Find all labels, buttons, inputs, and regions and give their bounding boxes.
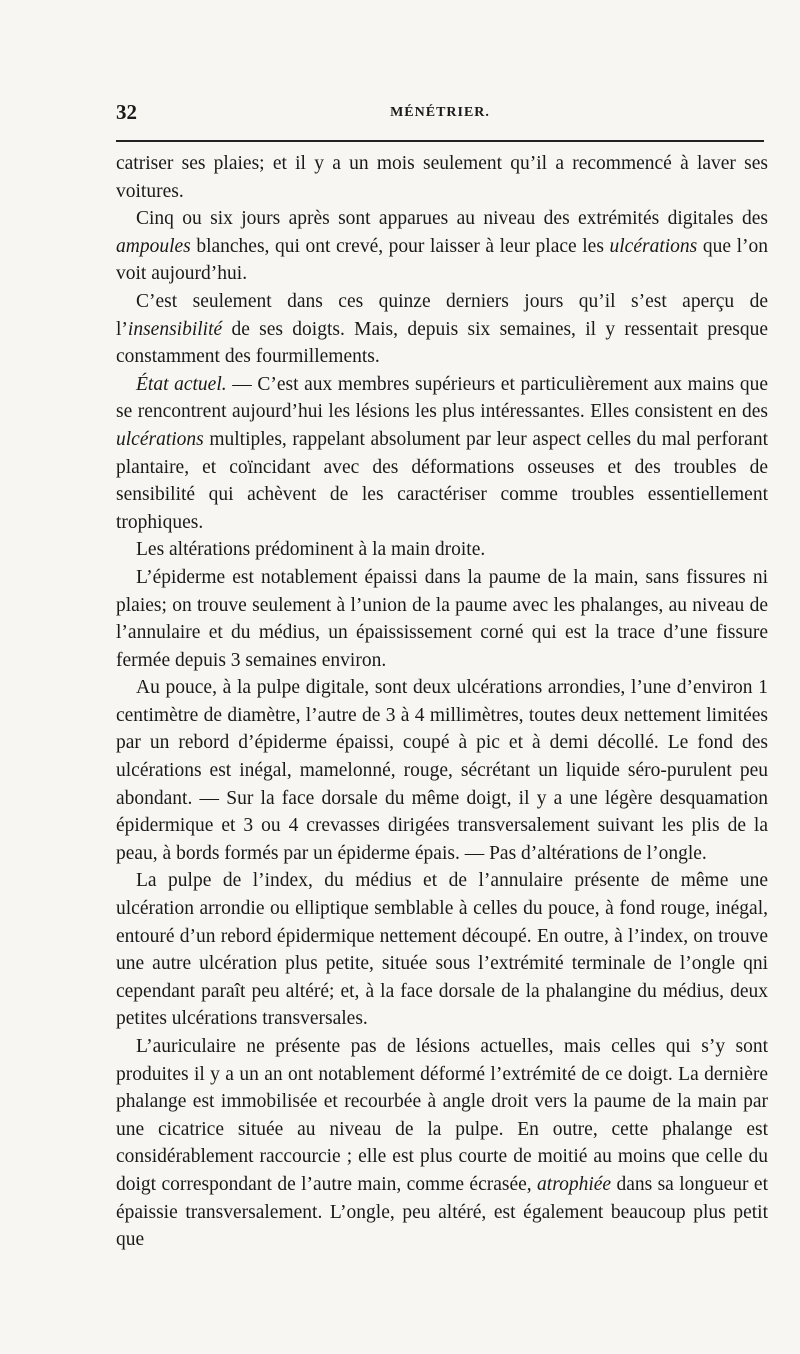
page-number: 32	[116, 100, 137, 124]
text-segment: Cinq ou six jours après sont apparues au niveau des extrémités digitales des	[136, 208, 768, 230]
text-segment: C’est seulement dans ces quinze derniers jours qu’il s’est aperçu de l’	[116, 290, 768, 340]
paragraph	[116, 867, 768, 1033]
body-text	[116, 150, 768, 1254]
italic-text: ampoules	[116, 235, 191, 257]
paragraph	[116, 288, 768, 371]
text-segment: La pulpe de l’index, du médius et de l’annulaire présente de même une ulcération arrondie ou elliptique semblable à celles du pouce, à fond rouge, inégal, entouré d’un rebord épidermique nettement découpé. En outre, à l’index, on trouve une autre ulcération plus petite, située sous l’extrémité terminale de l’ongle qni cependant paraît peu altéré; et, à la face dorsale de la phalangine du médius, deux petites ulcérations transversales.	[116, 870, 768, 1030]
paragraph	[116, 536, 768, 564]
text-segment: de ses doigts. Mais, depuis six semaines, il y ressentait presque constamment des fourmillements.	[116, 318, 768, 368]
text-segment: dans sa longueur et épaissie transversalement. L’ongle, peu altéré, est également beaucoup plus petit que	[116, 1173, 768, 1251]
text-segment: Au pouce, à la pulpe digitale, sont deux ulcérations arrondies, l’une d’environ 1 centimètre de diamètre, l’autre de 3 à 4 millimètres, toutes deux nettement limitées par un rebord d’épiderme épaissi, coupé à pic et à demi décollé. Le fond des ulcérations est inégal, mamelonné, rouge, sécrétant un liquide séro-purulent peu abondant. — Sur la face dorsale du même doigt, il y a une légère desquamation épidermique et 3 ou 4 crevasses dirigées transversalement suivant les plis de la peau, à bords formés par un épiderme épais. — Pas d’altérations de l’ongle.	[116, 677, 768, 864]
italic-text: ulcérations	[609, 235, 698, 257]
paragraph	[116, 674, 768, 867]
text-segment: blanches, qui ont crevé, pour laisser à leur place les	[190, 235, 610, 257]
paragraph	[116, 1033, 768, 1254]
paragraph	[116, 205, 768, 288]
text-segment: L’auriculaire ne présente pas de lésions actuelles, mais celles qui s’y sont produites il y a un an ont notablement déformé l’extrémité de ce doigt. La dernière phalange est immobilisée et recourbée à angle droit vers la paume de la main par une cicatrice située au niveau de la pulpe. En outre, cette phalange est considérablement raccourcie ; elle est plus courte de moitié au moins que celle du doigt correspondant de l’autre main, comme écrasée,	[116, 1036, 768, 1195]
running-title: MÉNÉTRIER.	[390, 105, 490, 120]
text-segment: catriser ses plaies; et il y a un mois seulement qu’il a recommencé à laver ses voitures.	[116, 153, 768, 202]
italic-text: ulcérations	[116, 428, 204, 450]
paragraph	[116, 564, 768, 674]
text-segment: Les altérations prédominent à la main droite.	[136, 539, 486, 561]
page-header	[116, 100, 764, 130]
paragraph	[116, 150, 768, 205]
text-segment: que l’on voit aujourd’hui.	[116, 235, 768, 285]
italic-text: insensibilité	[127, 318, 223, 340]
header-rule	[116, 140, 764, 142]
text-segment: — C’est aux membres supérieurs et particulièrement aux mains que se rencontrent aujourd’hui les lésions les plus intéressantes. Elles consistent en des	[116, 373, 768, 423]
text-segment: L’épiderme est notablement épaissi dans la paume de la main, sans fissures ni plaies; on trouve seulement à l’union de la paume avec les phalanges, au niveau de l’annulaire et du médius, un épaississement corné qui est la trace d’une fissure fermée depuis 3 semaines environ.	[116, 566, 768, 671]
text-segment: multiples, rappelant absolument par leur aspect celles du mal perforant plantaire, et coïncidant avec des déformations osseuses et des troubles de sensibilité qui achèvent de les caractériser comme troubles essentiellement trophiques.	[116, 428, 768, 533]
paragraph	[116, 371, 768, 537]
italic-text: atrophiée	[537, 1173, 612, 1195]
italic-text: État actuel.	[136, 373, 227, 395]
